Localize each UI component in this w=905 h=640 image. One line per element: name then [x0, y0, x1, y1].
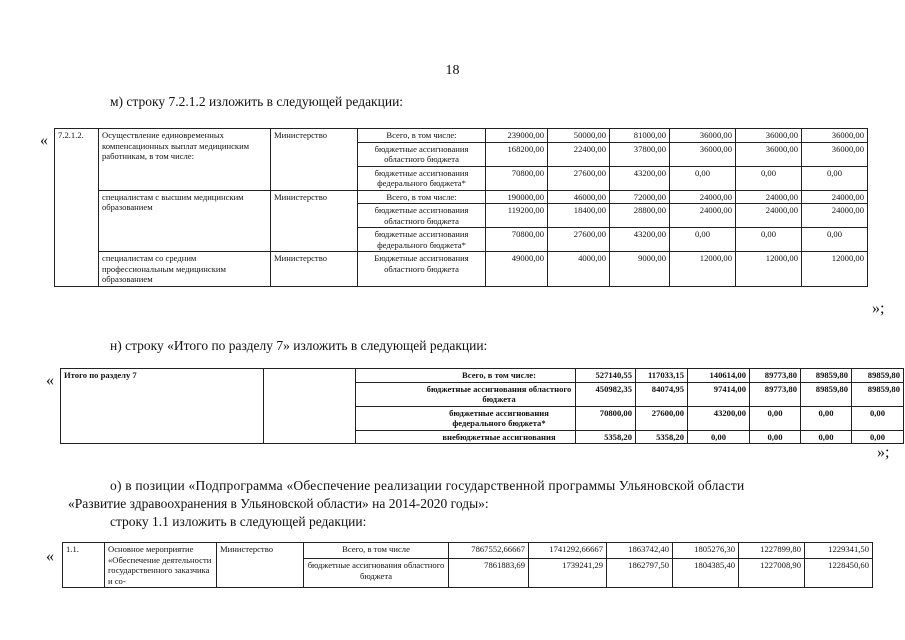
value-cell: 5358,20: [636, 430, 688, 444]
budget-label: бюджетные ассигнования областного бюджета: [358, 142, 486, 166]
value-cell: 190000,00: [486, 190, 548, 204]
value-cell: 1862797,50: [607, 559, 673, 588]
value-cell: 24000,00: [736, 204, 802, 228]
budget-label: Всего, в том числе:: [358, 129, 486, 143]
paragraph-n: н) строку «Итого по разделу 7» изложить в следующей редакции:: [110, 338, 488, 353]
value-cell: 7867552,66667: [449, 543, 529, 559]
paragraph-o-line2: «Развитие здравоохранения в Ульяновской области» на 2014-2020 годы»:: [68, 496, 489, 511]
value-cell: 27600,00: [548, 166, 610, 190]
value-cell: 70800,00: [486, 166, 548, 190]
value-cell: 0,00: [750, 406, 801, 430]
quote-open-1: «: [40, 132, 48, 149]
value-cell: 0,00: [670, 228, 736, 252]
value-cell: 50000,00: [548, 129, 610, 143]
value-cell: 49000,00: [486, 252, 548, 287]
value-cell: 36000,00: [670, 129, 736, 143]
row-name: Осуществление единовременных компенсационных выплат медицинским работникам, в том числе:: [99, 129, 271, 191]
value-cell: 0,00: [736, 228, 802, 252]
value-cell: 527140,55: [576, 369, 636, 383]
paragraph-m: м) строку 7.2.1.2 изложить в следующей редакции:: [110, 94, 404, 109]
value-cell: 1739241,29: [529, 559, 607, 588]
budget-label: бюджетные ассигнования федерального бюджета*: [356, 406, 576, 430]
value-cell: 36000,00: [670, 142, 736, 166]
value-cell: 7861883,69: [449, 559, 529, 588]
value-cell: 36000,00: [736, 129, 802, 143]
value-cell: 0,00: [670, 166, 736, 190]
table-row-7-2-1-2: [54, 128, 868, 287]
value-cell: 0,00: [852, 430, 904, 444]
value-cell: 24000,00: [670, 190, 736, 204]
value-cell: 1741292,66667: [529, 543, 607, 559]
value-cell: 36000,00: [802, 142, 868, 166]
budget-label: Всего, в том числе: [304, 543, 449, 559]
table-row: [61, 369, 904, 383]
value-cell: 1227899,80: [739, 543, 805, 559]
value-cell: 43200,00: [610, 228, 670, 252]
value-cell: 0,00: [750, 430, 801, 444]
value-cell: 168200,00: [486, 142, 548, 166]
table-total-section-7: [60, 368, 904, 444]
paragraph-o-line1: о) в позиции «Подпрограмма «Обеспечение реализации государственной программы Ульяновской области: [110, 478, 745, 493]
value-cell: 0,00: [801, 430, 852, 444]
value-cell: 36000,00: [736, 142, 802, 166]
quote-open-3: «: [46, 548, 54, 565]
value-cell: 27600,00: [548, 228, 610, 252]
budget-label: бюджетные ассигнования областного бюджета: [358, 204, 486, 228]
budget-label: Бюджетные ассигнования областного бюджета: [358, 252, 486, 287]
value-cell: 239000,00: [486, 129, 548, 143]
value-cell: 43200,00: [610, 166, 670, 190]
value-cell: 0,00: [736, 166, 802, 190]
budget-label: бюджетные ассигнования федерального бюджета*: [358, 166, 486, 190]
value-cell: 72000,00: [610, 190, 670, 204]
page-number: 18: [445, 63, 460, 78]
row-name: Основное мероприятие «Обеспечение деятельности государственного заказчика и со-: [105, 543, 217, 588]
budget-label: Всего, в том числе:: [356, 369, 576, 383]
value-cell: 24000,00: [736, 190, 802, 204]
budget-label: бюджетные ассигнования областного бюджета: [356, 382, 576, 406]
value-cell: 89859,80: [801, 382, 852, 406]
value-cell: 0,00: [802, 166, 868, 190]
value-cell: 140614,00: [688, 369, 750, 383]
value-cell: 22400,00: [548, 142, 610, 166]
value-cell: 89859,80: [852, 369, 904, 383]
value-cell: 12000,00: [802, 252, 868, 287]
value-cell: 1228450,60: [805, 559, 873, 588]
value-cell: 1863742,40: [607, 543, 673, 559]
value-cell: 0,00: [688, 430, 750, 444]
row-name: Итого по разделу 7: [61, 369, 264, 444]
value-cell: 89773,80: [750, 369, 801, 383]
value-cell: 43200,00: [688, 406, 750, 430]
row-name: специалистам со средним профессиональным медицинским образованием: [99, 252, 271, 287]
budget-label: внебюджетные ассигнования: [356, 430, 576, 444]
value-cell: 0,00: [801, 406, 852, 430]
value-cell: 24000,00: [802, 190, 868, 204]
value-cell: 12000,00: [670, 252, 736, 287]
value-cell: 0,00: [802, 228, 868, 252]
row-code: 1.1.: [63, 543, 105, 588]
value-cell: 97414,00: [688, 382, 750, 406]
value-cell: 1227008,90: [739, 559, 805, 588]
table-row: [55, 190, 868, 204]
value-cell: 89773,80: [750, 382, 801, 406]
table-row: [55, 129, 868, 143]
value-cell: 1804385,40: [673, 559, 739, 588]
value-cell: 1229341,50: [805, 543, 873, 559]
budget-label: Всего, в том числе:: [358, 190, 486, 204]
value-cell: 70800,00: [486, 228, 548, 252]
value-cell: 89859,80: [801, 369, 852, 383]
value-cell: 81000,00: [610, 129, 670, 143]
value-cell: 24000,00: [670, 204, 736, 228]
value-cell: 36000,00: [802, 129, 868, 143]
value-cell: 4000,00: [548, 252, 610, 287]
value-cell: 18400,00: [548, 204, 610, 228]
paragraph-o-line3: строку 1.1 изложить в следующей редакции:: [110, 514, 367, 529]
row-org: [264, 369, 356, 444]
value-cell: 24000,00: [802, 204, 868, 228]
value-cell: 27600,00: [636, 406, 688, 430]
value-cell: 12000,00: [736, 252, 802, 287]
row-org: Министерство: [271, 129, 358, 191]
value-cell: 119200,00: [486, 204, 548, 228]
value-cell: 117033,15: [636, 369, 688, 383]
value-cell: 46000,00: [548, 190, 610, 204]
row-org: Министерство: [217, 543, 304, 588]
value-cell: 450982,35: [576, 382, 636, 406]
table-row: [55, 252, 868, 287]
table-row: [63, 543, 873, 559]
value-cell: 28800,00: [610, 204, 670, 228]
budget-label: бюджетные ассигнования областного бюджета: [304, 559, 449, 588]
quote-open-2: «: [46, 372, 54, 389]
value-cell: 0,00: [852, 406, 904, 430]
value-cell: 1805276,30: [673, 543, 739, 559]
row-org: Министерство: [271, 190, 358, 252]
row-name: специалистам с высшим медицинским образованием: [99, 190, 271, 252]
row-org: Министерство: [271, 252, 358, 287]
value-cell: 5358,20: [576, 430, 636, 444]
table-row-1-1: [62, 542, 873, 588]
value-cell: 70800,00: [576, 406, 636, 430]
value-cell: 84074,95: [636, 382, 688, 406]
value-cell: 89859,80: [852, 382, 904, 406]
quote-close-1: »;: [872, 300, 885, 317]
row-code: 7.2.1.2.: [55, 129, 99, 287]
value-cell: 9000,00: [610, 252, 670, 287]
budget-label: бюджетные ассигнования федерального бюджета*: [358, 228, 486, 252]
quote-close-2: »;: [877, 444, 890, 461]
value-cell: 37800,00: [610, 142, 670, 166]
